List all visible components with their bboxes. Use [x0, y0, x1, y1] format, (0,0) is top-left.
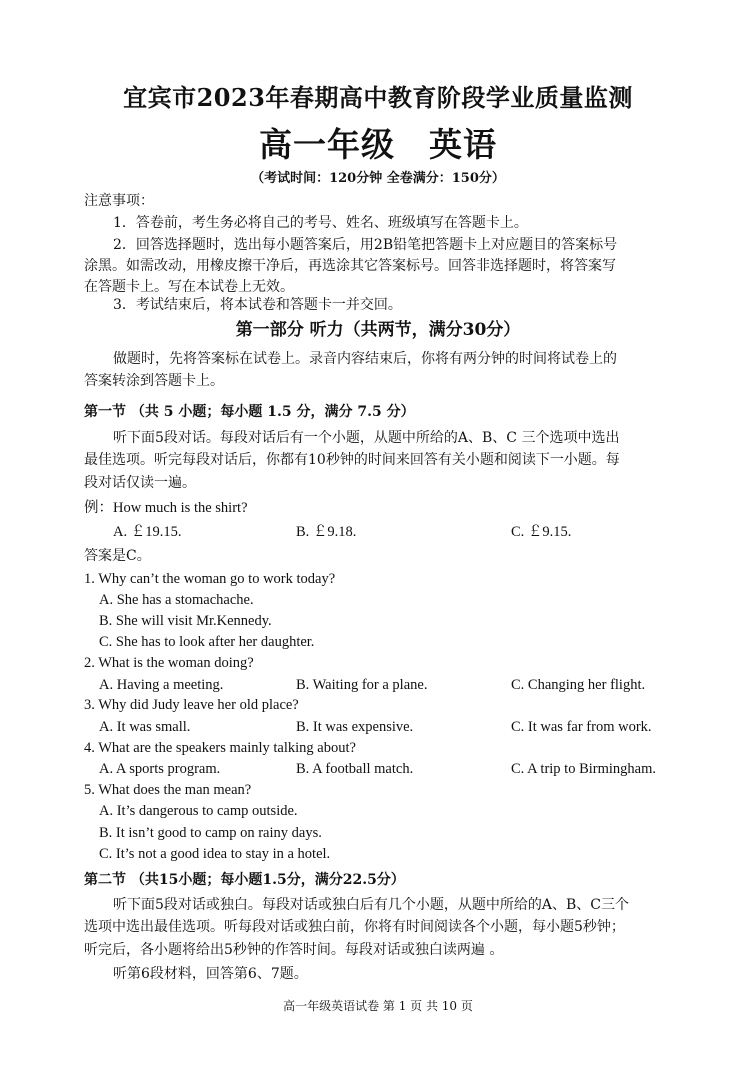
section1-intro-line: 听下面5段对话。每段对话后有一个小题，从题中所给的A、B、C 三个选项中选出 [113, 430, 620, 446]
question-1-option-c: C. She has to look after her daughter. [99, 634, 315, 650]
question-5-option-c: C. It’s not a good idea to stay in a hotel. [99, 846, 331, 862]
exam-title: 宜宾市2023年春期高中教育阶段学业质量监测 [123, 83, 633, 112]
page-footer: 高一年级英语试卷 第 1 页 共 10 页 [283, 999, 473, 1013]
notes-line: 1．答卷前，考生务必将自己的考号、姓名、班级填写在答题卡上。 [113, 215, 528, 231]
notes-line: 3．考试结束后，将本试卷和答题卡一并交回。 [113, 297, 402, 313]
question-4-option-c: C. A trip to Birmingham. [511, 761, 657, 777]
exam-subject-title: 高一年级 英语 [259, 125, 497, 164]
part1-heading: 第一部分 听力（共两节，满分30分） [235, 320, 521, 340]
question-3-option-a: A. It was small. [99, 719, 191, 735]
example-option-c: C. ￡9.15. [511, 524, 572, 540]
question-5-option-b: B. It isn’t good to camp on rainy days. [99, 825, 322, 841]
notes-line: 2．回答选择题时，选出每小题答案后，用2B铅笔把答题卡上对应题目的答案标号 [113, 237, 618, 253]
section1-intro-line: 段对话仅读一遍。 [84, 475, 196, 491]
notes-line: 在答题卡上。写在本试卷上无效。 [84, 279, 294, 295]
notes-line: 涂黑。如需改动，用橡皮擦干净后，再选涂其它答案标号。回答非选择题时，将答案写 [84, 258, 616, 274]
example-option-b: B. ￡9.18. [296, 524, 357, 540]
part1-intro-line: 答案转涂到答题卡上。 [84, 373, 224, 389]
question-3-option-c: C. It was far from work. [511, 719, 652, 735]
question-3: 3. Why did Judy leave her old place? [84, 697, 299, 713]
question-2: 2. What is the woman doing? [84, 655, 254, 671]
section2-intro-line: 听完后，各小题将给出5秒钟的作答时间。每段对话或独白读两遍 。 [84, 942, 504, 958]
question-1-option-b: B. She will visit Mr.Kennedy. [99, 613, 272, 629]
section1-heading: 第一节 （共 5 小题；每小题 1.5 分，满分 7.5 分） [84, 404, 415, 420]
question-1: 1. Why can’t the woman go to work today? [84, 571, 336, 587]
question-4-option-a: A. A sports program. [99, 761, 221, 777]
part1-intro-line: 做题时，先将答案标在试卷上。录音内容结束后，你将有两分钟的时间将试卷上的 [113, 351, 617, 367]
section1-intro-line: 最佳选项。听完每段对话后，你都有10秒钟的时间来回答有关小题和阅读下一小题。每 [84, 452, 620, 468]
exam-info: （考试时间：120分钟 全卷满分：150分） [251, 171, 505, 186]
question-3-option-b: B. It was expensive. [296, 719, 414, 735]
notes-heading: 注意事项： [84, 193, 154, 209]
question-2-option-c: C. Changing her flight. [511, 677, 646, 693]
question-5-option-a: A. It’s dangerous to camp outside. [99, 803, 298, 819]
section2-intro-line: 选项中选出最佳选项。听每段对话或独白前，你将有时间阅读各个小题，每小题5秒钟； [84, 919, 625, 935]
question-4: 4. What are the speakers mainly talking about? [84, 740, 356, 756]
example-option-a: A. ￡19.15. [113, 524, 182, 540]
question-5: 5. What does the man mean? [84, 782, 252, 798]
question-2-option-b: B. Waiting for a plane. [296, 677, 428, 693]
question-2-option-a: A. Having a meeting. [99, 677, 224, 693]
example-answer: 答案是C。 [84, 548, 151, 564]
section2-intro-line: 听下面5段对话或独白。每段对话或独白后有几个小题，从题中所给的A、B、C三个 [113, 897, 630, 913]
section2-heading: 第二节 （共15小题；每小题1.5分，满分22.5分） [84, 872, 405, 888]
section2-instruction: 听第6段材料，回答第6、7题。 [113, 966, 308, 982]
question-1-option-a: A. She has a stomachache. [99, 592, 254, 608]
question-4-option-b: B. A football match. [296, 761, 414, 777]
example-question: 例：How much is the shirt? [84, 500, 248, 516]
